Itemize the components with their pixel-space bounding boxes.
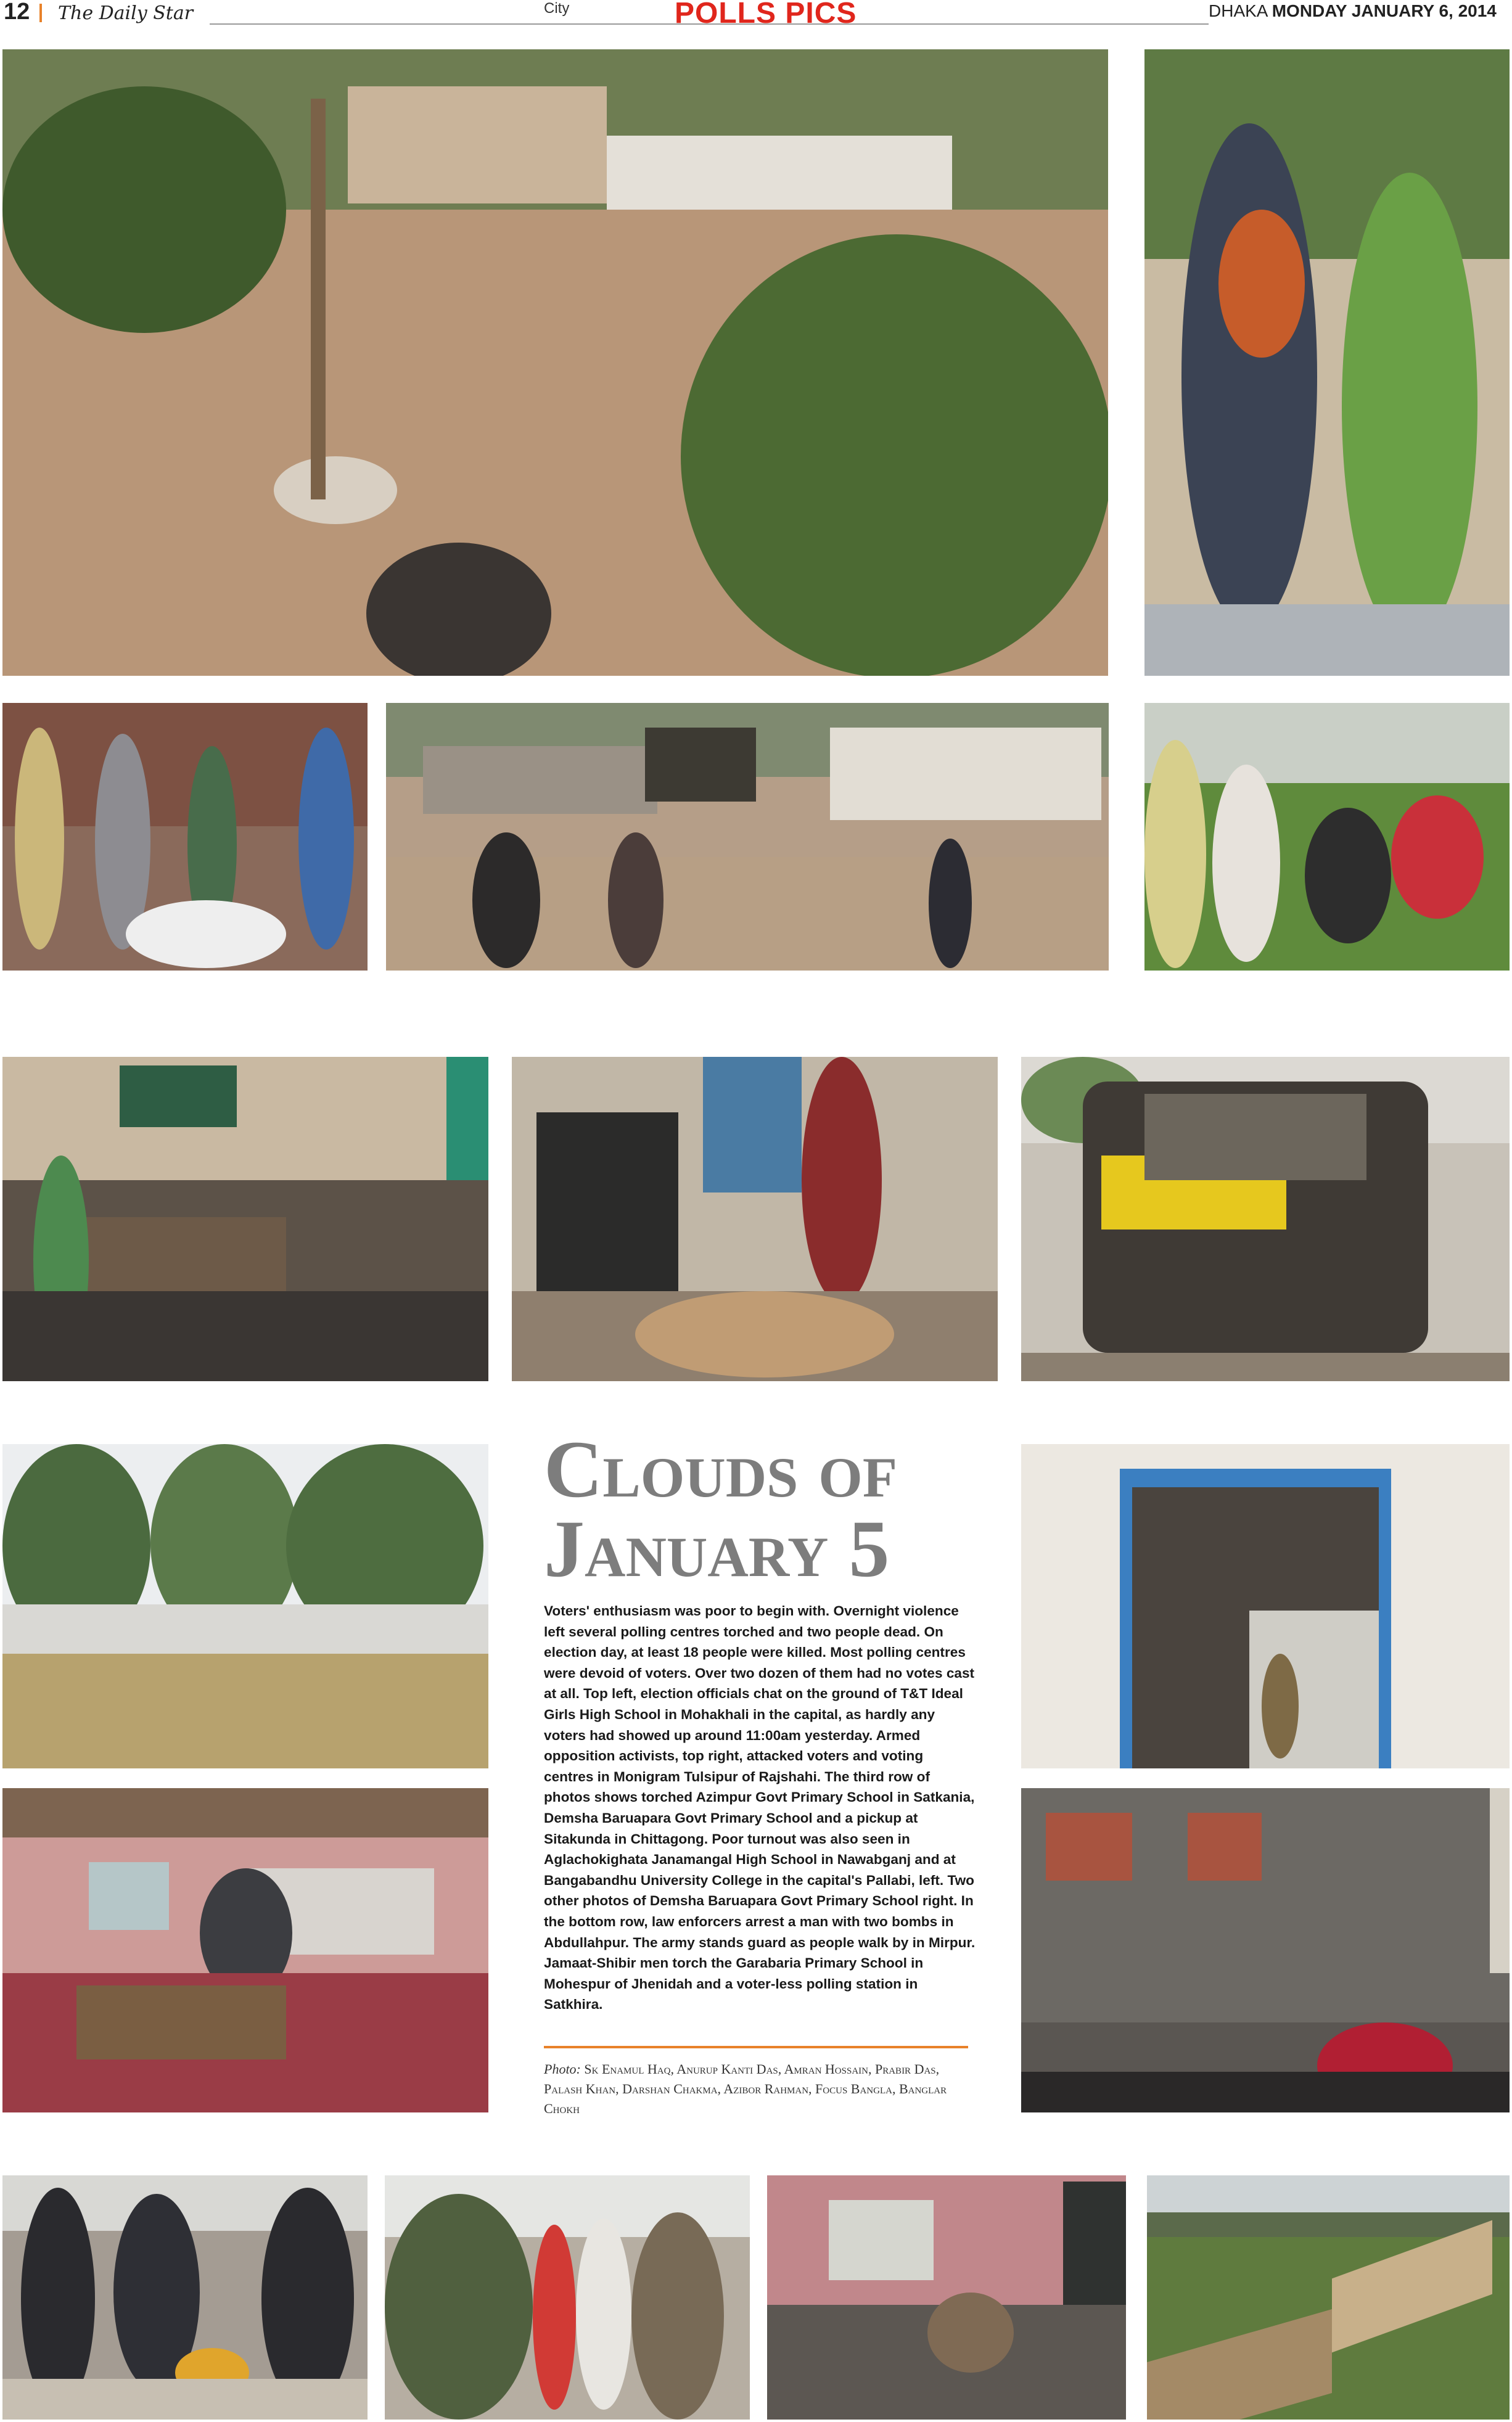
headline-line-1: Clouds of (544, 1424, 898, 1514)
dateline-city: DHAKA (1209, 1, 1267, 20)
article-headline (544, 1424, 1013, 1595)
dateline-date: MONDAY JANUARY 6, 2014 (1272, 1, 1497, 20)
photo-law-enforcers-ballot-boxes (2, 703, 368, 971)
photo-doorway-polling-room (1021, 1444, 1510, 1768)
photo-burnt-books-classroom (512, 1057, 998, 1381)
section-label: City (544, 0, 570, 17)
dateline (1209, 1, 1497, 21)
credit-label: Photo: (544, 2061, 581, 2077)
photo-field-attack (1144, 703, 1510, 971)
photo-armed-activists (1144, 49, 1510, 676)
photo-torched-classroom (2, 1057, 488, 1381)
photo-credit (544, 2059, 969, 2119)
headline-line-2: January 5 (544, 1503, 890, 1595)
article-body: Voters' enthusiasm was poor to begin with. Overnight violence left several polling centres torched and two people dead. On election day, at least 18 people were killed. Most polling centres were devoid of voters. Over two dozen of them had no votes cast at all. Top left, election officials chat on the ground of T&T Ideal Girls High School in Mohakhali in the capital, as hardly any voters had showed up around 11:00am yesterday. Armed opposition activists, top right, attacked voters and voting centres in Monigram Tulsipur of Rajshahi. The third row of photos shows torched Azimpur Govt Primary School in Satkania, Demsha Baruapara Govt Primary School and a pickup at Sitakunda in Chittagong. Poor turnout was also seen in Aglachokighata Janamangal High School in Nawabganj and at Bangabandhu University College in the capital's Pallabi, left. Two other photos of Demsha Baruapara Govt Primary School right. In the bottom row, law enforcers arrest a man with two bombs in Abdullahpur. The army stands guard as people walk by in Mirpur. Jamaat-Shibir men torch the Garabaria Primary School in Mohespur of Jhenidah and a voter-less polling station in Satkhira. (544, 1603, 976, 2013)
photo-arrest-abdullahpur (2, 2175, 368, 2420)
photo-army-guard-mirpur (385, 2175, 750, 2420)
page-number: 12 (4, 0, 30, 25)
photo-torched-school-jhenidah (767, 2175, 1126, 2420)
page-title: POLLS PICS (675, 0, 857, 30)
photo-officials-school-ground (2, 49, 1108, 676)
credit-names: Sk Enamul Haq, Anurup Kanti Das, Amran Hossain, Prabir Das, Palash Khan, Darshan Chakma, Azibor Rahman, Focus Bangla, Banglar Chokh (544, 2061, 947, 2116)
paper-name: The Daily Star (58, 2, 194, 24)
masthead-separator (39, 4, 42, 22)
photo-empty-school-grounds (2, 1444, 488, 1768)
credit-rule (544, 2046, 968, 2048)
photo-torched-pickup (1021, 1057, 1510, 1381)
masthead (0, 0, 1512, 28)
photo-voterless-station-satkhira (1147, 2175, 1510, 2420)
photo-empty-polling-booth (2, 1788, 488, 2112)
photo-clash-school-field (386, 703, 1109, 971)
photo-burnt-room-frames (1021, 1788, 1510, 2112)
